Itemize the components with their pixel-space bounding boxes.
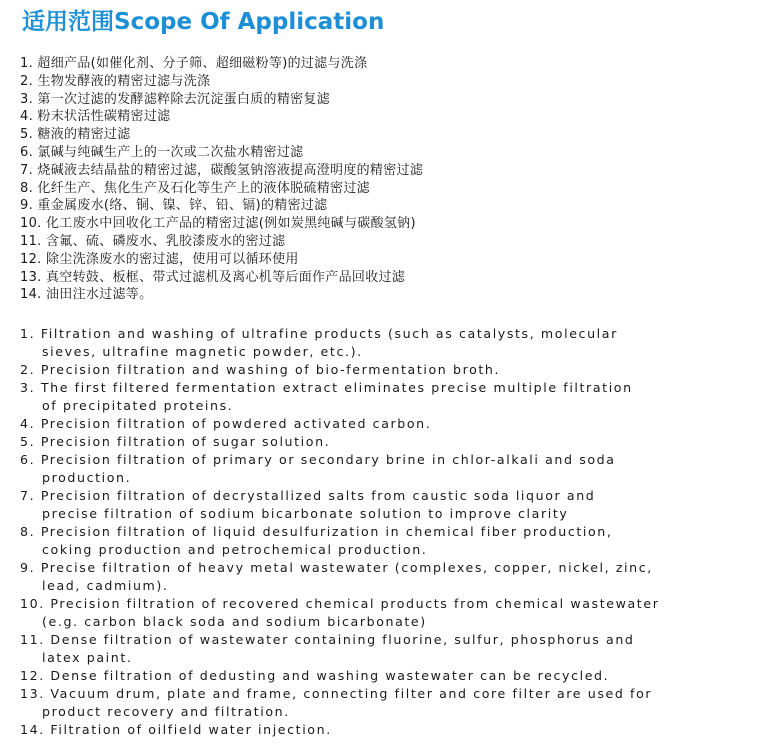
page-title: 适用范围Scope Of Application [22,9,385,35]
en-item-line: of precipitated proteins. [42,398,234,413]
cn-list-item: 14. 油田注水过滤等。 [20,287,153,303]
en-item-line: precise filtration of sodium bicarbonate solution to improve clarity [42,506,569,521]
en-list-item [20,559,745,595]
cn-list-item: 5. 糖液的精密过滤 [20,127,131,143]
en-item-line: 11. Dense filtration of wastewater containing fluorine, sulfur, phosphorus and [20,632,635,647]
en-item-line: production. [42,470,132,485]
en-item-line: sieves, ultrafine magnetic powder, etc.). [42,344,363,359]
en-list-item [20,361,745,379]
cn-list-item: 9. 重金属废水(络、铜、镍、锌、铅、镉)的精密过滤 [20,198,328,214]
en-item-line: product recovery and filtration. [42,704,290,719]
en-item-line: latex paint. [42,650,133,665]
en-item-line: 10. Precision filtration of recovered chemical products from chemical wastewater [20,596,660,611]
english-application-list [20,325,745,739]
en-item-line: 7. Precision filtration of decrystallized salts from caustic soda liquor and [20,488,596,503]
cn-list-item: 4. 粉末状活性碳精密过滤 [20,109,171,125]
en-list-item [20,721,745,739]
en-item-line: lead, cadmium). [42,578,169,593]
en-list-item [20,667,745,685]
en-list-item [20,433,745,451]
en-item-line: 9. Precise filtration of heavy metal wastewater (complexes, copper, nickel, zinc, [20,560,653,575]
en-list-item [20,325,745,361]
en-list-item [20,415,745,433]
en-item-line: 14. Filtration of oilfield water injection. [20,722,332,737]
cn-list-item: 6. 氯碱与纯碱生产上的一次或二次盐水精密过滤 [20,144,304,160]
en-item-line: coking production and petrochemical production. [42,542,428,557]
en-item-line: 6. Precision filtration of primary or secondary brine in chlor-alkali and soda [20,452,616,467]
cn-list-item: 8. 化纤生产、焦化生产及石化等生产上的液体脱硫精密过滤 [20,180,370,196]
en-list-item [20,379,745,415]
cn-list-item: 7. 烧碱液去结晶盐的精密过滤，碳酸氢钠溶液提高澄明度的精密过滤 [20,162,424,178]
cn-list-item: 11. 含氟、硫、磷废水、乳胶漆废水的密过滤 [20,233,286,249]
en-list-item [20,523,745,559]
cn-list-item: 10. 化工废水中回收化工产品的精密过滤(例如炭黑纯碱与碳酸氢钠) [20,216,416,232]
en-item-line: 3. The first filtered fermentation extract eliminates precise multiple filtration [20,380,633,395]
en-item-line: 2. Precision filtration and washing of bio-fermentation broth. [20,362,501,377]
en-item-line: 13. Vacuum drum, plate and frame, connecting filter and core filter are used for [20,686,653,701]
cn-list-item: 13. 真空转鼓、板框、带式过滤机及离心机等后面作产品回收过滤 [20,269,406,285]
en-item-line: 1. Filtration and washing of ultrafine products (such as catalysts, molecular [20,326,618,341]
cn-list-item: 3. 第一次过滤的发酵滤粹除去沉淀蛋白质的精密复滤 [20,91,331,107]
en-item-line: 8. Precision filtration of liquid desulfurization in chemical fiber production, [20,524,613,539]
en-list-item [20,451,745,487]
cn-list-item: 1. 超细产品(如催化剂、分子筛、超细磁粉等)的过滤与洗涤 [20,56,368,71]
chinese-application-list [20,55,750,304]
en-item-line: (e.g. carbon black soda and sodium bicarbonate) [42,614,427,629]
en-list-item [20,487,745,523]
cn-list-item: 2. 生物发酵液的精密过滤与洗涤 [20,73,211,89]
en-item-line: 5. Precision filtration of sugar solution. [20,434,331,449]
en-list-item [20,685,745,721]
en-item-line: 4. Precision filtration of powdered activated carbon. [20,416,432,431]
cn-list-item: 12. 除尘洗涤废水的密过滤，使用可以循环使用 [20,251,299,267]
en-list-item [20,631,745,667]
en-list-item [20,595,745,631]
en-item-line: 12. Dense filtration of dedusting and washing wastewater can be recycled. [20,668,610,683]
